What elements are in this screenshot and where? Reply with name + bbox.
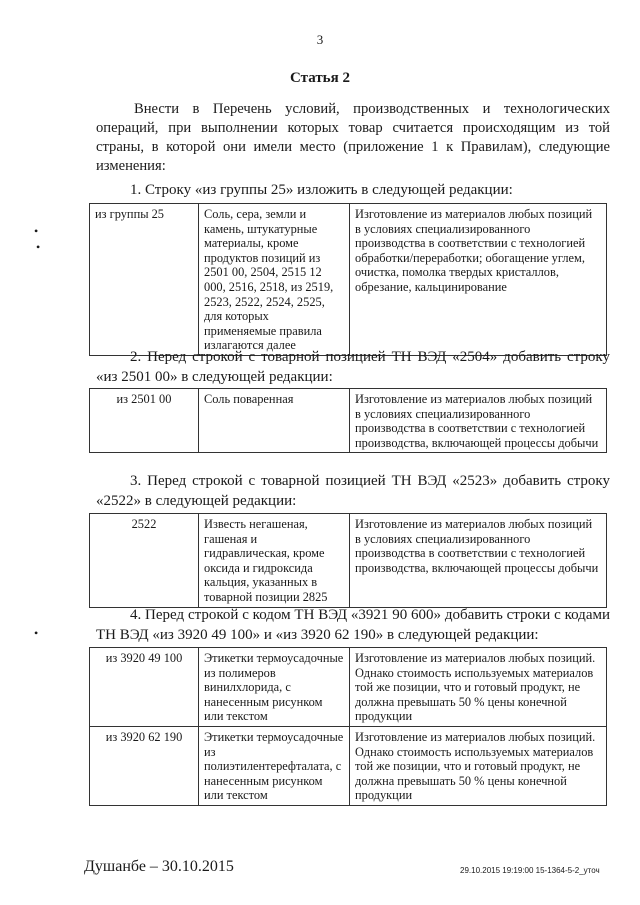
page-number: 3 [316, 32, 324, 47]
condition-cell: Изготовление из материалов любых позиций в условиях специализированного производства в соответствии с технологией обработки/переработки; обогащение углем, очистка, помолка твердых кристаллов, обрезание, кальцинирование [350, 204, 607, 356]
code-cell: из 2501 00 [90, 389, 199, 453]
description-cell: Соль поваренная [199, 389, 350, 453]
item-2-text: 2. Перед строкой с товарной позицией ТН ВЭД «2504» добавить строку «из 2501 00» в следующей редакции: [96, 349, 610, 385]
item-1-text: 1. Строку «из группы 25» изложить в следующей редакции: [130, 182, 513, 198]
margin-dot: • [34, 224, 39, 238]
table-row [90, 389, 607, 453]
article-title: Статья 2 [290, 70, 350, 86]
item-4-text: 4. Перед строкой с кодом ТН ВЭД «3921 90 600» добавить строки с кодами ТН ВЭД «из 3920 49 100» и «из 3920 62 190» в следующей редакции: [96, 607, 610, 643]
table-row [90, 648, 607, 727]
item-1-table [89, 203, 607, 356]
item-4-table [89, 647, 607, 806]
description-cell: Известь негашеная, гашеная и гидравлическая, кроме оксида и гидроксида кальция, указанных в товарной позиции 2825 [199, 514, 350, 608]
table-row [90, 514, 607, 608]
item-3-text: 3. Перед строкой с товарной позицией ТН ВЭД «2523» добавить строку «2522» в следующей редакции: [96, 473, 610, 509]
condition-cell: Изготовление из материалов любых позиций. Однако стоимость используемых материалов той же позиции, что и готовый продукт, не должна превышать 50 % цены конечной продукции [350, 648, 607, 727]
condition-cell: Изготовление из материалов любых позиций. Однако стоимость используемых материалов той же позиции, что и готовый продукт, не должна превышать 50 % цены конечной продукции [350, 726, 607, 805]
item-2-table [89, 388, 607, 453]
condition-cell: Изготовление из материалов любых позиций в условиях специализированного производства в соответствии с технологией производства, включающей процессы добычи [350, 514, 607, 608]
margin-dot: • [36, 240, 41, 254]
table-row [90, 204, 607, 356]
code-cell: из группы 25 [90, 204, 199, 356]
code-cell: 2522 [90, 514, 199, 608]
condition-cell: Изготовление из материалов любых позиций в условиях специализированного производства в соответствии с технологией производства, включающей процессы добычи [350, 389, 607, 453]
margin-dot: • [34, 626, 39, 640]
description-cell: Этикетки термоусадочные из полимеров винилхлорида, с нанесенным рисунком или текстом [199, 648, 350, 727]
code-cell: из 3920 49 100 [90, 648, 199, 727]
footer-doc-stamp: 29.10.2015 19:19:00 15-1364-5-2_уточ [460, 866, 600, 875]
description-cell: Этикетки термоусадочные из полиэтилентерефталата, с нанесенным рисунком или текстом [199, 726, 350, 805]
table-row [90, 726, 607, 805]
code-cell: из 3920 62 190 [90, 726, 199, 805]
footer-place-date: Душанбе – 30.10.2015 [84, 858, 234, 875]
description-cell: Соль, сера, земли и камень, штукатурные материалы, кроме продуктов позиций из 2501 00, 2504, 2515 12 000, 2516, 2518, из 2519, 2523, 2522, 2524, 2525, для которых применяемые правила излагаются далее [199, 204, 350, 356]
item-3-table [89, 513, 607, 608]
intro-paragraph: Внести в Перечень условий, производственных и технологических операций, при выполнении которых товар считается происходящим из той страны, в которой они имели место (приложение 1 к Правилам), следующие изменения: [96, 101, 610, 174]
